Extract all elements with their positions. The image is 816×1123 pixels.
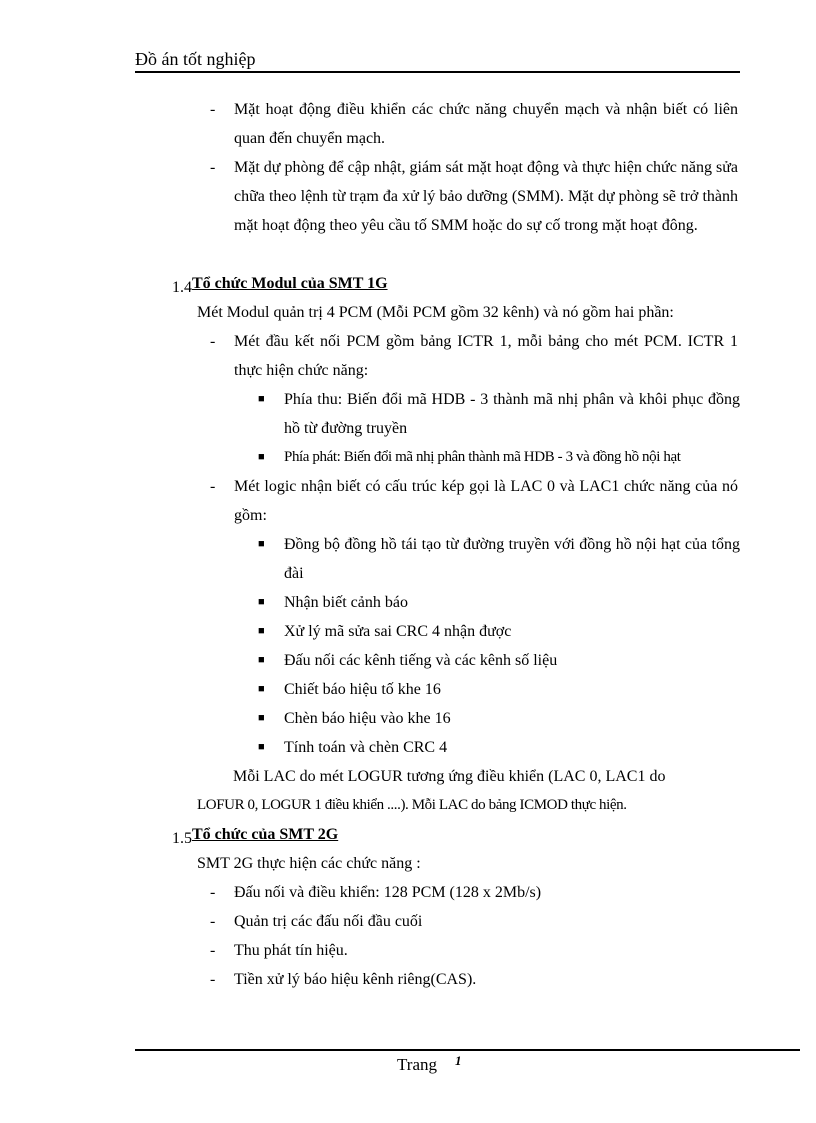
sub-list-item-text: Phía phát: Biến đổi mã nhị phân thành mã HDB - 3 và đồng hồ nội hạt — [284, 449, 681, 465]
dash-bullet: - — [210, 159, 216, 176]
square-bullet-icon: ■ — [258, 596, 265, 608]
sub-list-item — [258, 675, 740, 704]
sub-list-item — [258, 617, 740, 646]
sub-list-item-text: Phía thu: Biến đổi mã HDB - 3 thành mã nhị phân và khôi phục đồng hồ từ đường truyền — [284, 391, 740, 437]
sub-list-item — [258, 646, 740, 675]
section-number: 1.5 — [172, 830, 192, 847]
dash-bullet: - — [210, 101, 216, 118]
square-bullet-icon: ■ — [258, 741, 265, 753]
page-footer-rule — [135, 1049, 800, 1051]
sub-list-item-text: Chèn báo hiệu vào khe 16 — [284, 710, 451, 727]
list-item-text: Đấu nối và điều khiển: 128 PCM (128 x 2Mb/s) — [234, 884, 542, 901]
list-item — [210, 153, 738, 240]
dash-bullet: - — [210, 478, 216, 495]
list-item — [210, 965, 738, 994]
list-item — [210, 907, 738, 936]
dash-bullet: - — [210, 971, 216, 988]
sub-list-item — [258, 530, 740, 588]
section-intro: Mét Modul quản trị 4 PCM (Mỗi PCM gồm 32 kênh) và nó gồm hai phần: — [197, 304, 674, 321]
list-item-text: Quản trị các đấu nối đầu cuối — [234, 913, 423, 930]
square-bullet-icon: ■ — [258, 625, 265, 637]
closing-paragraph-line-2: LOFUR 0, LOGUR 1 điều khiển ....). Mỗi LAC do bảng ICMOD thực hiện. — [197, 797, 627, 813]
closing-paragraph-line-1: Mỗi LAC do mét LOGUR tương ứng điều khiển (LAC 0, LAC1 do — [233, 768, 666, 785]
square-bullet-icon: ■ — [258, 683, 265, 695]
sub-list-item-text: Chiết báo hiệu tố khe 16 — [284, 681, 441, 698]
dash-bullet: - — [210, 333, 216, 350]
sub-list-item-text: Nhận biết cảnh báo — [284, 594, 408, 611]
sub-list-item-text: Đấu nối các kênh tiếng và các kênh số liệu — [284, 652, 558, 669]
square-bullet-icon: ■ — [258, 538, 265, 550]
sub-list-item-text: Đồng bộ đồng hồ tái tạo từ đường truyền với đồng hồ nội hạt của tổng đài — [284, 536, 740, 582]
square-bullet-icon: ■ — [258, 451, 265, 463]
sub-list-item — [258, 588, 740, 617]
section-title: Tổ chức Modul của SMT 1G — [192, 275, 388, 292]
dash-bullet: - — [210, 913, 216, 930]
footer-label: Trang — [397, 1055, 437, 1074]
list-item — [210, 936, 738, 965]
list-item-text: Mặt hoạt động điều khiển các chức năng chuyển mạch và nhận biết có liên quan đến chuyển mạch. — [234, 101, 738, 147]
sub-list-item-text: Tính toán và chèn CRC 4 — [284, 739, 448, 756]
sub-list-item-text: Xử lý mã sửa sai CRC 4 nhận được — [284, 623, 512, 640]
list-item — [210, 95, 738, 153]
section-heading-1-5 — [172, 820, 338, 849]
section-intro: SMT 2G thực hiện các chức năng : — [197, 855, 421, 872]
sub-list-item — [258, 704, 740, 733]
dash-bullet: - — [210, 942, 216, 959]
square-bullet-icon: ■ — [258, 712, 265, 724]
list-item-text: Mặt dự phòng để cập nhật, giám sát mặt hoạt động và thực hiện chức năng sửa chữa theo lệnh từ trạm đa xử lý bảo dưỡng (SMM). Mặt dự phòng sẽ trở thành mặt hoạt động theo yêu cầu tố SMM hoặc do sự cố trong mặt hoạt đông. — [234, 159, 738, 234]
header-title: Đồ án tốt nghiệp — [135, 49, 256, 69]
section-heading-1-4 — [172, 269, 388, 298]
list-item — [210, 472, 738, 530]
list-item — [210, 878, 738, 907]
list-item-text: Thu phát tín hiệu. — [234, 942, 348, 959]
sub-list-item — [258, 733, 740, 762]
page-number: 1 — [455, 1053, 462, 1068]
page-header — [135, 47, 740, 73]
list-item-text: Mét logic nhận biết có cấu trúc kép gọi là LAC 0 và LAC1 chức năng của nó gồm: — [234, 478, 738, 524]
square-bullet-icon: ■ — [258, 393, 265, 405]
list-item — [210, 327, 738, 385]
list-item-text: Tiền xử lý báo hiệu kênh riêng(CAS). — [234, 971, 477, 988]
square-bullet-icon: ■ — [258, 654, 265, 666]
list-item-text: Mét đầu kết nối PCM gồm bảng ICTR 1, mỗi bảng cho mét PCM. ICTR 1 thực hiện chức năng: — [234, 333, 738, 379]
sub-list-item — [258, 443, 740, 472]
section-title: Tổ chức của SMT 2G — [192, 826, 339, 843]
sub-list-item — [258, 385, 740, 443]
section-number: 1.4 — [172, 279, 192, 296]
dash-bullet: - — [210, 884, 216, 901]
